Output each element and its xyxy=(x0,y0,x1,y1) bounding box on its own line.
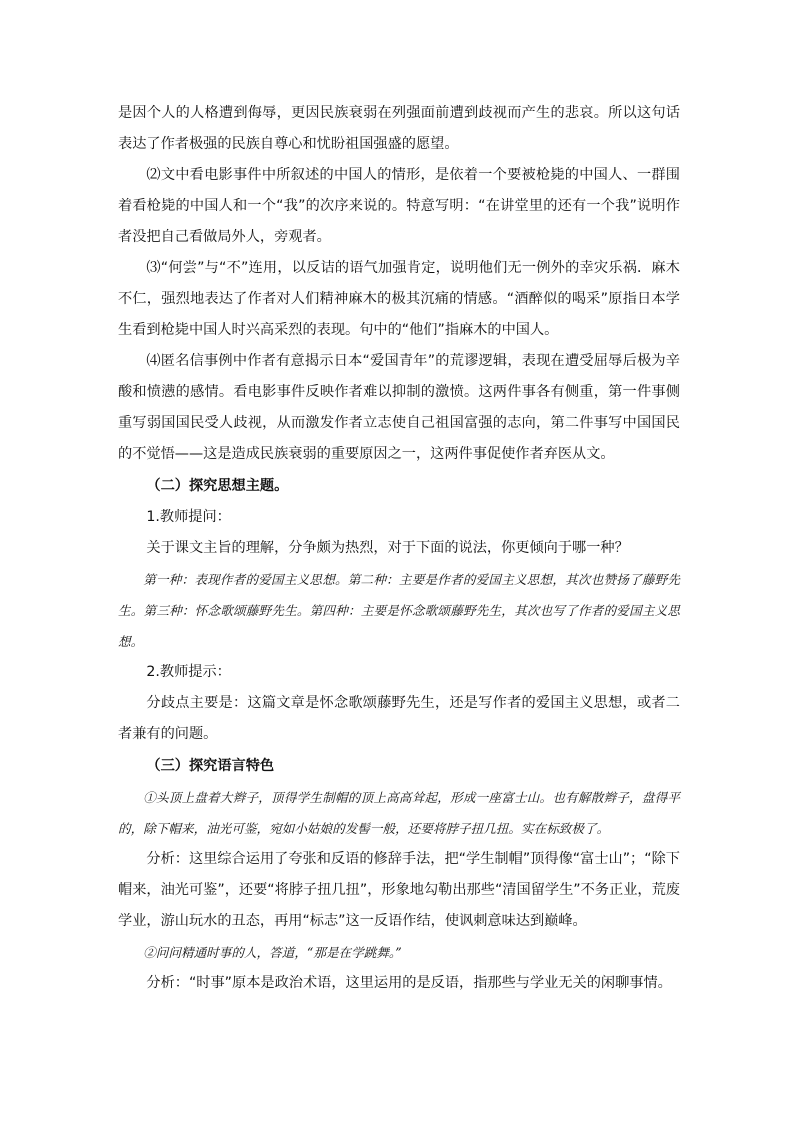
section-2-heading: （二）探究思想主题。 xyxy=(146,478,289,494)
section-3-heading: （三）探究语言特色 xyxy=(146,758,275,774)
theme-options: 第一种：表现作者的爱国主义思想。第二种：主要是作者的爱国主义思想，其次也赞扬了藤野先生。第三种：怀念歌颂藤野先生。第四种：主要是怀念歌颂藤野先生，其次也写了作者的爱国主义思想。 xyxy=(118,572,680,649)
paragraph-4: ⑷匿名信事例中作者有意揭示日本“爱国青年”的荒谬逻辑，表现在遭受屈辱后极为辛酸和愤懑的感情。看电影事件反映作者难以抑制的激愤。这两件事各有侧重，第一件事侧重写弱国国民受人歧视，从而激发作者立志使自己祖国富强的志向，第二件事写中国国民的不觉悟——这是造成民族衰弱的重要原因之一，这两件事促使作者弃医从文。 xyxy=(118,353,680,462)
paragraph-continuation: 是因个人的人格遭到侮辱，更因民族衰弱在列强面前遭到歧视而产生的悲哀。所以这句话表达了作者极强的民族自尊心和忧盼祖国强盛的愿望。 xyxy=(118,105,680,152)
document-body xyxy=(118,98,680,999)
paragraph-2: ⑵文中看电影事件中所叙述的中国人的情形，是依着一个要被枪毙的中国人、一群围着看枪毙的中国人和一个“我”的次序来说的。特意写明：“在讲堂里的还有一个我”说明作者没把自己看做局外人，旁观者。 xyxy=(118,167,680,245)
teacher-hint-text: 分歧点主要是：这篇文章是怀念歌颂藤野先生，还是写作者的爱国主义思想，或者二者兼有的问题。 xyxy=(118,695,680,742)
analysis-2: 分析：“时事”原本是政治术语，这里运用的是反语，指那些与学业无关的闲聊事情。 xyxy=(146,975,672,991)
quote-1: ①头顶上盘着大辫子，顶得学生制帽的顶上高高耸起，形成一座富士山。也有解散辫子，盘得平的，除下帽来，油光可鉴，宛如小姑娘的发髻一般，还要将脖子扭几扭。实在标致极了。 xyxy=(118,790,680,836)
teacher-hint-label: 2.教师提示： xyxy=(146,664,231,680)
quote-2: ②问问精通时事的人，答道，“那是在学跳舞。” xyxy=(143,945,402,960)
paragraph-3: ⑶“何尝”与“不”连用，以反诘的语气加强肯定，说明他们无一例外的幸灾乐祸．麻木不仁，强烈地表达了作者对人们精神麻木的极其沉痛的情感。“酒醉似的喝采”原指日本学生看到枪毙中国人时兴高采烈的表现。句中的“他们”指麻木的中国人。 xyxy=(118,260,680,338)
analysis-1: 分析：这里综合运用了夸张和反语的修辞手法，把“学生制帽”顶得像“富士山”；“除下帽来，油光可鉴”，还要“将脖子扭几扭”，形象地勾勒出那些“清国留学生”不务正业，荒废学业，游山玩水的丑态，再用“标志”这一反语作结，使讽刺意味达到巅峰。 xyxy=(118,851,680,929)
teacher-question-text: 关于课文主旨的理解，分争颇为热烈，对于下面的说法，你更倾向于哪一种？ xyxy=(146,540,629,556)
teacher-question-label: 1.教师提问： xyxy=(146,509,231,525)
